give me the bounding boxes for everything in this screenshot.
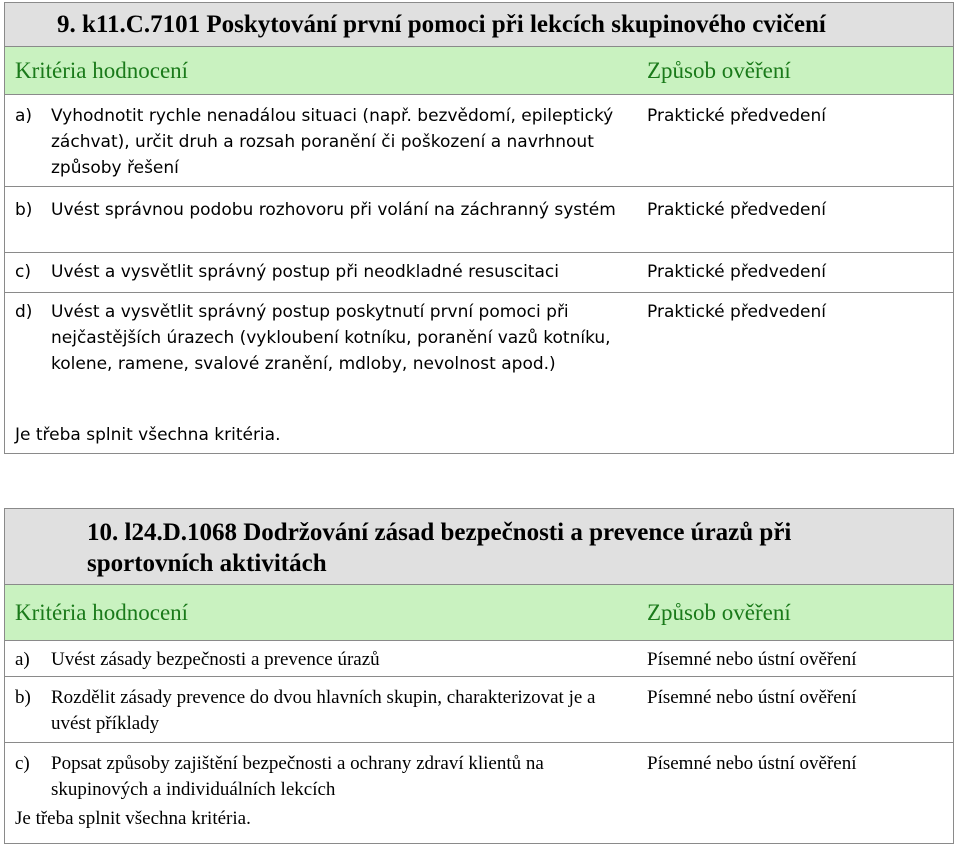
criterion-text: Uvést zásady bezpečnosti a prevence úrazů bbox=[51, 649, 380, 670]
method-cell: Praktické předvedení bbox=[647, 302, 826, 322]
criterion-cell bbox=[5, 299, 637, 423]
section-10-table bbox=[4, 508, 954, 844]
section-9-header bbox=[5, 47, 953, 95]
criterion-text: Uvést a vysvětlit správný postup při neodkladné resuscitaci bbox=[51, 262, 559, 282]
section-9-title: 9. k11.C.7101 Poskytování první pomoci při lekcích skupinového cvičení bbox=[5, 3, 953, 47]
criterion-row bbox=[5, 95, 953, 187]
method-cell: Písemné nebo ústní ověření bbox=[647, 687, 857, 708]
method-cell: Praktické předvedení bbox=[647, 200, 826, 220]
criteria-header: Kritéria hodnocení bbox=[15, 600, 189, 625]
criterion-label: a) bbox=[15, 649, 30, 670]
criterion-cell bbox=[5, 647, 637, 676]
method-cell: Písemné nebo ústní ověření bbox=[647, 649, 857, 670]
section-10-footer: Je třeba splnit všechna kritéria. bbox=[15, 808, 251, 829]
method-cell: Praktické předvedení bbox=[647, 106, 826, 126]
method-header: Způsob ověření bbox=[647, 58, 791, 83]
criterion-row bbox=[5, 641, 953, 677]
criterion-row bbox=[5, 187, 953, 253]
criterion-label: c) bbox=[15, 753, 30, 774]
criterion-cell bbox=[5, 685, 637, 742]
section-9-footer: Je třeba splnit všechna kritéria. bbox=[15, 425, 281, 445]
criterion-label: b) bbox=[15, 687, 31, 708]
criterion-text: Uvést správnou podobu rozhovoru při volání na záchranný systém bbox=[51, 200, 616, 220]
method-cell: Písemné nebo ústní ověření bbox=[647, 753, 857, 774]
criterion-cell bbox=[5, 103, 637, 186]
criterion-label: b) bbox=[15, 200, 33, 220]
criterion-label: c) bbox=[15, 262, 31, 282]
criterion-cell bbox=[5, 259, 637, 292]
criterion-cell bbox=[5, 197, 637, 252]
section-10-header bbox=[5, 585, 953, 641]
criterion-row bbox=[5, 293, 953, 423]
section-9-table bbox=[4, 2, 954, 454]
method-header: Způsob ověření bbox=[647, 600, 791, 625]
criterion-label: d) bbox=[15, 302, 33, 322]
section-10-title: 10. l24.D.1068 Dodržování zásad bezpečnosti a prevence úrazů při sportovních aktivitách bbox=[5, 509, 953, 585]
criterion-row bbox=[5, 677, 953, 743]
criterion-text: Rozdělit zásady prevence do dvou hlavních skupin, charakterizovat je a uvést příklady bbox=[51, 687, 596, 734]
criterion-text: Uvést a vysvětlit správný postup poskytnutí první pomoci při nejčastějších úrazech (vykloubení kotníku, poranění vazů kotníku, kolene, ramene, svalové zranění, mdloby, nevolnost apod.) bbox=[51, 302, 611, 374]
method-cell: Praktické předvedení bbox=[647, 262, 826, 282]
criterion-text: Vyhodnotit rychle nenadálou situaci (např. bezvědomí, epileptický záchvat), určit druh a rozsah poranění či poškození a navrhnout způsoby řešení bbox=[51, 106, 614, 178]
criteria-header: Kritéria hodnocení bbox=[15, 58, 189, 83]
criterion-label: a) bbox=[15, 106, 33, 126]
criterion-row bbox=[5, 253, 953, 293]
criterion-cell bbox=[5, 751, 637, 807]
criterion-row bbox=[5, 743, 953, 807]
criterion-text: Popsat způsoby zajištění bezpečnosti a ochrany zdraví klientů na skupinových a individuálních lekcích bbox=[51, 753, 544, 800]
